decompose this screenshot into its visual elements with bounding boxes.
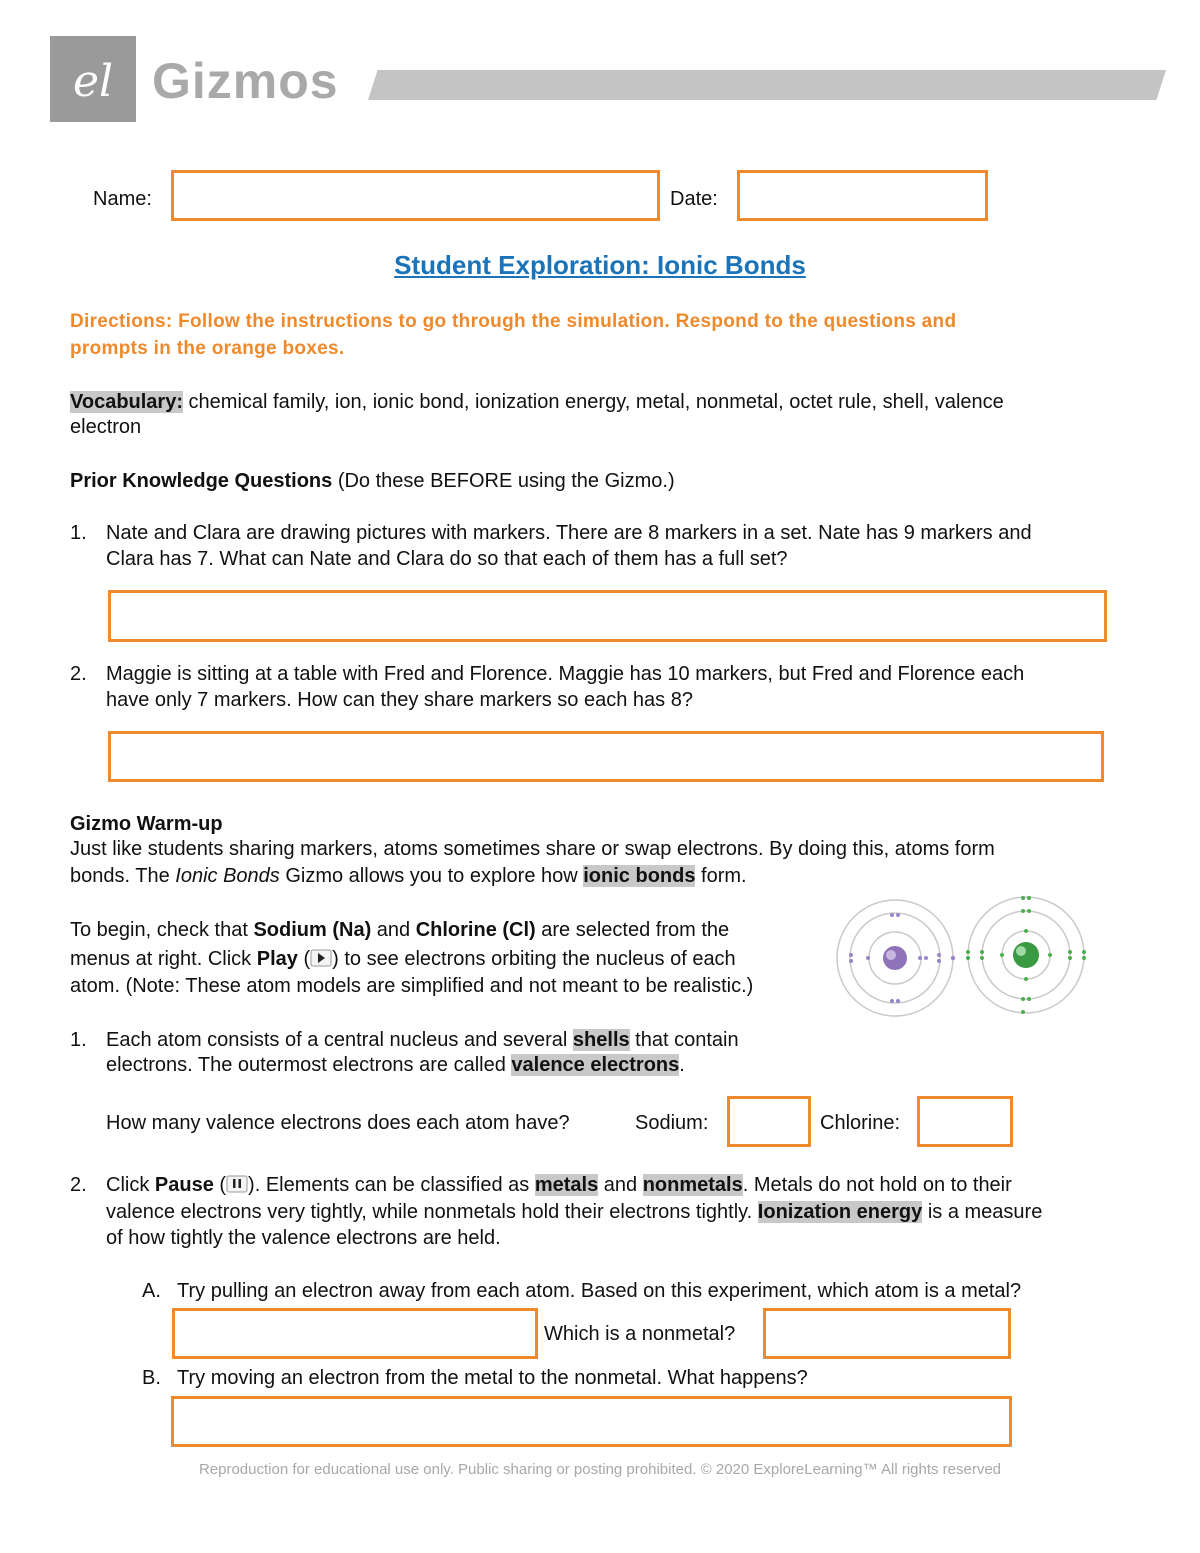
warmup-p2-line-1 [70,917,729,943]
directions [70,308,1110,362]
text: that contain [629,1029,739,1051]
sodium-selection: Sodium (Na) [253,919,372,941]
text: To begin, check that [70,919,254,941]
warmup-q2-number: 2. [70,1174,87,1196]
prior-q2-line-2: have only 7 markers. How can they share markers so each has 8? [106,689,693,711]
brand-name: Gizmos [152,53,339,109]
term-ionization-energy: Ionization energy [757,1201,923,1223]
prior-q2-number: 2. [70,663,87,685]
prior-q1-number: 1. [70,522,87,544]
prior-heading: Prior Knowledge Questions [70,470,333,492]
text: menus at right. Click [70,948,257,970]
prior-q1-answer-field[interactable] [108,590,1107,642]
text: is a measure [922,1201,1043,1223]
part-b-text: Try moving an electron from the metal to the nonmetal. What happens? [177,1367,808,1389]
text: electrons. The outermost electrons are called [106,1054,512,1076]
term-metals: metals [534,1174,599,1196]
warmup-q1-line-2 [106,1052,685,1078]
play-icon [310,948,332,968]
text: are selected from the [535,919,730,941]
nonmetal-answer-field[interactable] [763,1308,1011,1359]
pause-icon [226,1174,248,1194]
vocabulary-terms: chemical family, ion, ionic bond, ionization energy, metal, nonmetal, octet rule, shell, valence [183,391,1004,413]
prior-heading-note: (Do these BEFORE using the Gizmo.) [332,470,675,492]
gizmo-name: Ionic Bonds [175,865,280,887]
text: . [679,1054,685,1076]
text: ) to see electrons orbiting the nucleus of each [332,948,736,970]
term-shells: shells [572,1029,630,1051]
footer-copyright: Reproduction for educational use only. Public sharing or posting prohibited. © 2020 ExploreLearning™ All rights reserved [198,1461,1002,1478]
prior-q2-answer-field[interactable] [108,731,1104,782]
text: and [598,1174,643,1196]
chlorine-valence-field[interactable] [917,1096,1013,1147]
warmup-heading: Gizmo Warm-up [70,813,223,835]
sodium-label: Sodium: [635,1112,709,1134]
text: Each atom consists of a central nucleus and several [106,1029,573,1051]
pause-label: Pause [154,1174,214,1196]
directions-line-2: prompts in the orange boxes. [70,338,345,359]
warmup-q2-line-1 [106,1172,1012,1198]
vocabulary-line-2: electron [70,416,142,438]
header-banner [368,70,1166,100]
chlorine-label: Chlorine: [820,1112,901,1134]
directions-line-1: Directions: Follow the instructions to go through the simulation. Respond to the questions and [70,311,957,332]
vocabulary-label: Vocabulary: [70,391,183,413]
text: ( [297,948,311,970]
warmup-p1-line-1: Just like students sharing markers, atoms sometimes share or swap electrons. By doing this, atoms form [70,838,995,860]
logo-icon [50,36,136,122]
text: form. [695,865,747,887]
date-field[interactable] [737,170,988,221]
text: valence electrons very tightly, while nonmetals hold their electrons tightly. [106,1201,758,1223]
vocabulary-line-1 [70,389,1004,415]
warmup-p1-line-2 [70,863,747,889]
text: and [371,919,416,941]
nonmetal-prompt: Which is a nonmetal? [544,1323,736,1345]
text: Click [106,1174,155,1196]
warmup-p2-line-3: atom. (Note: These atom models are simplified and not meant to be realistic.) [70,975,754,997]
valence-prompt: How many valence electrons does each atom have? [106,1112,570,1134]
warmup-q1-line-1 [106,1027,739,1053]
term-valence-electrons: valence electrons [511,1054,680,1076]
chlorine-nucleus [1013,942,1039,968]
play-label: Play [256,948,298,970]
warmup-q2-line-2 [106,1199,1042,1225]
chlorine-selection: Chlorine (Cl) [415,919,536,941]
warmup-q1-number: 1. [70,1029,87,1051]
date-label: Date: [670,188,718,210]
prior-knowledge-heading [70,468,675,494]
page-title: Student Exploration: Ionic Bonds [394,250,806,280]
prior-q1-line-1: Nate and Clara are drawing pictures with markers. There are 8 markers in a set. Nate has 9 markers and [106,522,1032,544]
part-b-label: B. [142,1367,161,1389]
text: ). Elements can be classified as [248,1174,535,1196]
term-nonmetals: nonmetals [642,1174,743,1196]
text: ( [213,1174,227,1196]
warmup-p2-line-2 [70,946,736,972]
warmup-q2-line-3: of how tightly the valence electrons are held. [106,1227,501,1249]
metal-answer-field[interactable] [172,1308,538,1359]
part-a-text: Try pulling an electron away from each atom. Based on this experiment, which atom is a metal? [177,1280,1022,1302]
part-b-answer-field[interactable] [171,1396,1012,1447]
name-field[interactable] [171,170,660,221]
part-a-label: A. [142,1280,161,1302]
name-label: Name: [93,188,152,210]
prior-q1-line-2: Clara has 7. What can Nate and Clara do so that each of them has a full set? [106,548,788,570]
text: bonds. The [70,865,176,887]
atom-diagram [834,892,1092,1022]
text: Gizmo allows you to explore how [279,865,584,887]
term-ionic-bonds: ionic bonds [583,865,696,887]
logo-mark: el [72,56,114,107]
text: . Metals do not hold on to their [742,1174,1012,1196]
sodium-valence-field[interactable] [727,1096,811,1147]
prior-q2-line-1: Maggie is sitting at a table with Fred and Florence. Maggie has 10 markers, but Fred and Florence each [106,663,1025,685]
